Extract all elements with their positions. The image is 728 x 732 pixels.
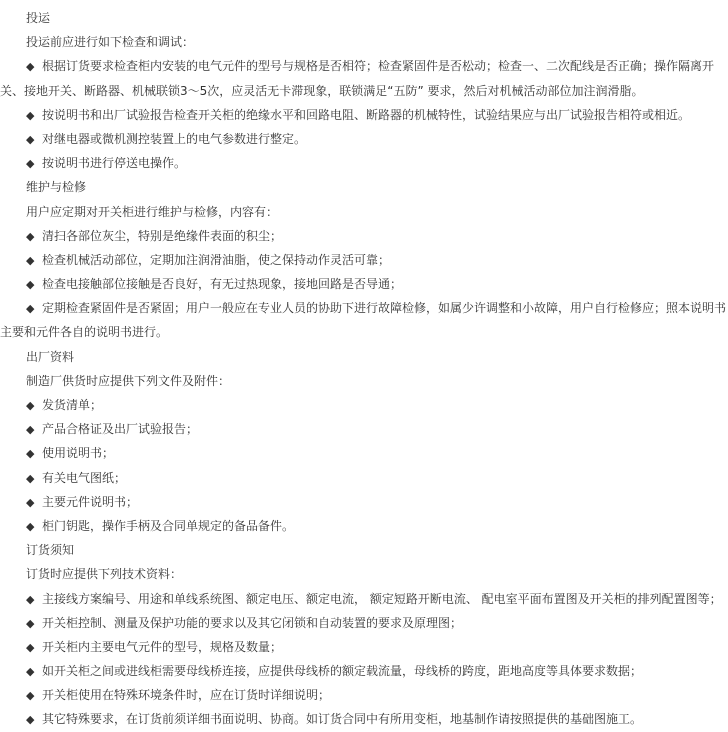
list-item-text: 其它特殊要求，在订货前须详细书面说明、协商。如订货合同中有所用变柜，地基制作请按照提供的基础图施工。: [42, 712, 643, 727]
section-heading-ordering-notes: 订货须知: [26, 543, 75, 558]
list-item: [0, 490, 728, 514]
list-item: [0, 707, 728, 731]
diamond-icon: ◆: [26, 108, 35, 122]
list-item-text: 按说明书进行停送电操作。: [42, 156, 187, 171]
list-item: [0, 611, 728, 635]
list-item: [0, 514, 728, 538]
list-item: [0, 683, 728, 707]
list-item-text: 如开关柜之间或进线柜需要母线桥连接，应提供母线桥的额定载流量，母线桥的跨度，距地高度等具体要求数据；: [42, 664, 643, 679]
list-item: [0, 659, 728, 683]
diamond-icon: ◆: [26, 713, 35, 727]
list-item-text: 主接线方案编号、用途和单线系统图、额定电压、额定电流， 额定短路开断电流、 配电室平面布置图及开关柜的排列配置图等；: [42, 591, 722, 606]
list-item-continuation: 主要和元件各自的说明书进行。: [0, 325, 169, 340]
list-item-text: 主要元件说明书；: [42, 494, 139, 509]
list-item: [0, 248, 728, 272]
diamond-icon: ◆: [26, 132, 35, 146]
list-item-text: 柜门钥匙，操作手柄及合同单规定的备品备件。: [42, 518, 295, 533]
section-intro: 用户应定期对开关柜进行维护与检修，内容有：: [26, 204, 279, 219]
diamond-icon: ◆: [26, 471, 35, 485]
section-intro: 订货时应提供下列技术资料：: [26, 567, 183, 582]
diamond-icon: ◆: [26, 519, 35, 533]
list-item-text: 检查电接触部位接触是否良好，有无过热现象，接地回路是否导通；: [42, 277, 403, 292]
diamond-icon: ◆: [26, 689, 35, 703]
list-item: [0, 417, 728, 441]
list-item: [0, 151, 728, 175]
list-item-text: 开关柜内主要电气元件的型号，规格及数量；: [42, 639, 283, 654]
diamond-icon: ◆: [26, 592, 35, 606]
diamond-icon: ◆: [26, 302, 35, 316]
section-heading-maintenance: 维护与检修: [26, 180, 87, 195]
list-item: [0, 127, 728, 151]
diamond-icon: ◆: [26, 399, 35, 412]
list-item-text: 开关柜使用在特殊环境条件时，应在订货时详细说明；: [42, 688, 331, 703]
section-intro: 制造厂供货时应提供下列文件及附件：: [26, 373, 231, 388]
list-item-text: 按说明书和出厂试验报告检查开关柜的绝缘水平和回路电阻、断路器的机械特性，试验结果应与出厂试验报告相符或相近。: [42, 107, 691, 122]
diamond-icon: ◆: [26, 229, 35, 243]
list-item-text: 使用说明书；: [42, 446, 115, 461]
diamond-icon: ◆: [26, 60, 35, 74]
document-body: [0, 6, 728, 732]
list-item: [0, 635, 728, 659]
list-item-text: 清扫各部位灰尘，特别是绝缘件表面的积尘；: [42, 228, 283, 243]
list-item-continuation: 关、接地开关、断路器、机械联锁3～5次，应灵活无卡滞现象，联锁满足“五防” 要求，然后对机械活动部位加注润滑脂。: [0, 83, 644, 98]
diamond-icon: ◆: [26, 665, 35, 679]
list-item: [0, 296, 728, 320]
diamond-icon: ◆: [26, 616, 35, 630]
list-item-text: 对继电器或微机测控装置上的电气参数进行整定。: [42, 131, 307, 146]
list-item-text: 有关电气图纸；: [42, 470, 127, 485]
list-item-text: 产品合格证及出厂试验报告；: [42, 422, 199, 437]
list-item-text: 开关柜控制、测量及保护功能的要求以及其它闭锁和自动装置的要求及原理图；: [42, 615, 463, 630]
list-item: [0, 54, 728, 78]
list-item: [0, 587, 728, 611]
section-intro: 投运前应进行如下检查和调试：: [26, 35, 195, 50]
list-item-text: 根据订货要求检查柜内安装的电气元件的型号与规格是否相符；检查紧固件是否松动；检查一、二次配线是否正确；操作隔离开: [42, 59, 715, 74]
list-item-text: 定期检查紧固件是否紧固；用户一般应在专业人员的协助下进行故障检修，如属少许调整和小故障，用户自行检修应；照本说明书: [42, 301, 727, 316]
list-item-text: 发货清单；: [42, 398, 103, 412]
list-item: [0, 103, 728, 127]
diamond-icon: ◆: [26, 423, 35, 437]
list-item: [0, 224, 728, 248]
diamond-icon: ◆: [26, 278, 35, 292]
diamond-icon: ◆: [26, 447, 35, 461]
section-heading-commissioning: 投运: [26, 11, 51, 25]
list-item: [0, 272, 728, 296]
diamond-icon: ◆: [26, 640, 35, 654]
list-item: [0, 393, 728, 417]
section-heading-factory-documents: 出厂资料: [26, 349, 75, 364]
diamond-icon: ◆: [26, 253, 35, 267]
list-item: [0, 441, 728, 465]
list-item: [0, 466, 728, 490]
diamond-icon: ◆: [26, 157, 35, 171]
diamond-icon: ◆: [26, 495, 35, 509]
list-item-text: 检查机械活动部位，定期加注润滑油脂，使之保持动作灵活可靠；: [42, 252, 391, 267]
